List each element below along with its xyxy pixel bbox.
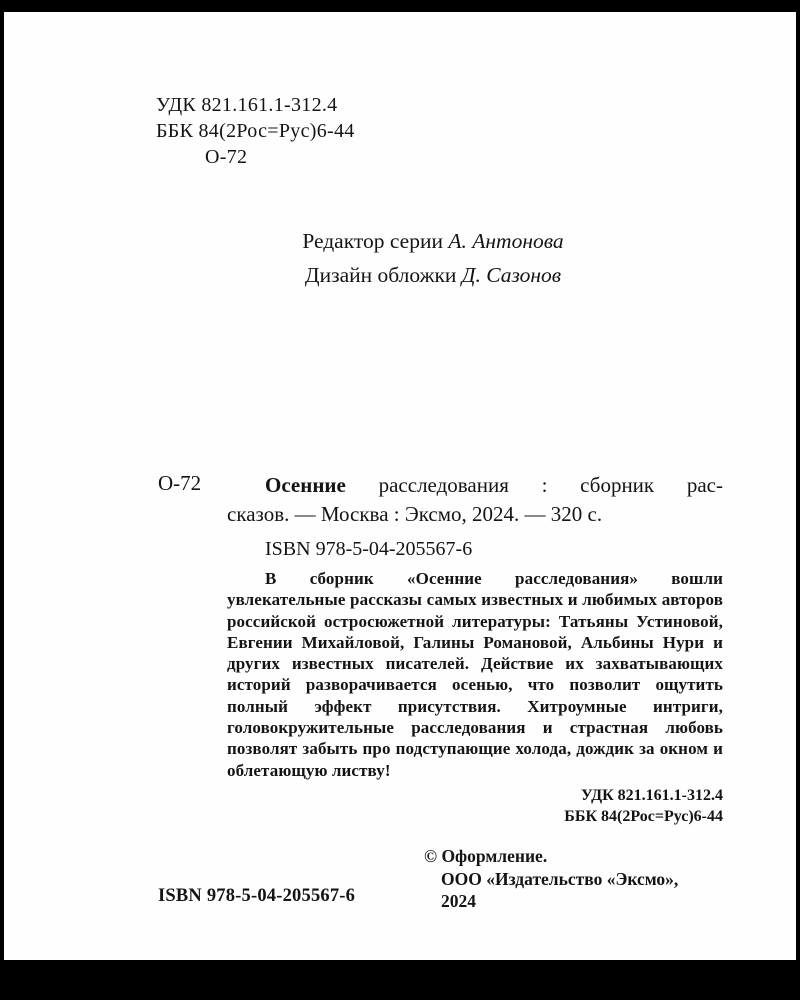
footer-bbk-line: ББК 84(2Рос=Рус)6-44 [564, 807, 723, 825]
author-sign-code: О-72 [205, 146, 248, 168]
catalog-entry-line1-rest: расследования : сборник рас- [378, 473, 723, 497]
footer-codes-block [227, 785, 723, 827]
isbn-entry: ISBN 978-5-04-205567-6 [265, 538, 473, 560]
series-editor-name: А. Антонова [448, 229, 564, 253]
bbk-line: ББК 84(2Рос=Рус)6-44 [156, 120, 355, 142]
series-editor-line [70, 224, 796, 258]
copyright-block [424, 845, 678, 913]
cover-design-line [70, 258, 796, 292]
copyright-line1: © Оформление. [424, 846, 548, 866]
cover-design-label: Дизайн обложки [304, 263, 457, 287]
book-imprint-page [4, 12, 796, 960]
book-title: Осенние [265, 473, 346, 497]
catalog-entry-line1 [227, 471, 723, 500]
footer-udk-line: УДК 821.161.1-312.4 [580, 786, 723, 804]
copyright-line3: 2024 [441, 891, 476, 911]
annotation-paragraph: В сборник «Осенние расследования» вошли увлекательные рассказы самых известных и любимых авторов российской остросюжетной литературы: Татьяны Устиновой, Евгении Михайловой, Галины Романовой, Альбины Нури и других известных писателей. Действие их захватывающих историй разворачивается осенью, что позволит ощутить полный эффект присутствия. Хитроумные интриги, головокружительные расследования и страстная любовь позволят забыть про подступающие холода, дождик за окном и облетающую листву! [227, 569, 723, 780]
copyright-line2: ООО «Издательство «Эксмо», [441, 868, 679, 889]
credits-block [4, 224, 796, 292]
series-editor-label: Редактор серии [302, 229, 443, 253]
isbn-bottom: ISBN 978-5-04-205567-6 [158, 886, 356, 906]
margin-code: О-72 [158, 471, 202, 495]
udk-line: УДК 821.161.1-312.4 [156, 94, 338, 116]
cover-design-name: Д. Сазонов [461, 263, 562, 287]
catalog-entry [227, 471, 723, 827]
catalog-entry-line2: сказов. — Москва : Эксмо, 2024. — 320 с. [227, 502, 603, 526]
header-codes-block [156, 92, 355, 170]
